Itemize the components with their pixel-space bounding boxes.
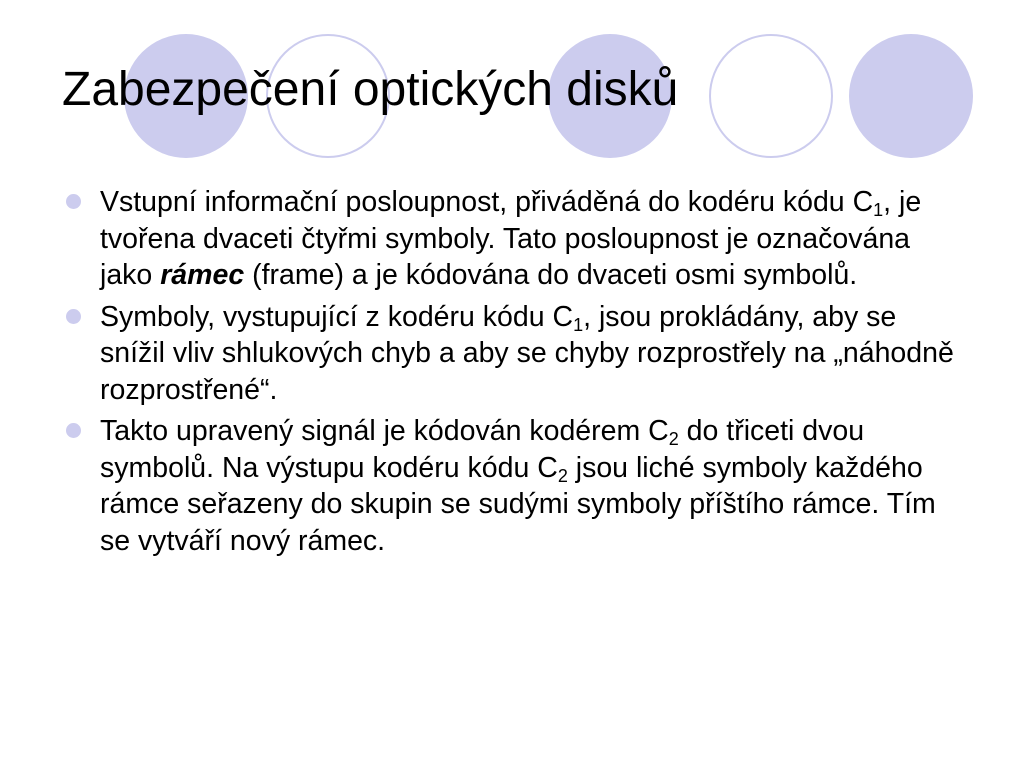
bullet-item-1	[66, 184, 966, 294]
bullet-dot-icon	[66, 309, 81, 324]
bullet-3-text-c: jsou liché symboly každého rámce seřazeny do skupin se sudými symboly příštího rámce. Tím se vytváří nový rámec.	[100, 451, 936, 557]
decor-circle-filled-3	[849, 34, 973, 158]
bullet-1-text-c: (frame) a je kódována do dvaceti osmi symbolů.	[244, 259, 858, 291]
bullet-2-text-b: , jsou prokládány, aby se snížil vliv shlukových chyb a aby se chyby rozprostřely na „náhodně rozprostřené“.	[100, 300, 954, 406]
bullet-1-text-a: Vstupní informační posloupnost, přiváděná do kodéru kódu C	[100, 186, 874, 218]
bullet-dot-icon	[66, 423, 81, 438]
bullet-1-text-b: , je tvořena dvaceti čtyřmi symboly. Tato posloupnost je označována jako	[100, 186, 922, 291]
decor-circle-ring-2	[709, 34, 833, 158]
bullet-3-text-a: Takto upravený signál je kódován kodérem C	[100, 415, 669, 447]
bullet-list	[66, 184, 966, 564]
bullet-item-2	[66, 299, 966, 409]
bullet-item-3	[66, 413, 966, 559]
bullet-3-subscript-2: 2	[557, 465, 568, 486]
bullet-dot-icon	[66, 194, 81, 209]
bullet-1-emphasis: rámec	[160, 259, 245, 291]
bullet-2-text-a: Symboly, vystupující z kodéru kódu C	[100, 300, 574, 333]
slide-title: Zabezpečení optických disků	[62, 63, 679, 116]
bullet-1-subscript: 1	[873, 200, 884, 220]
bullet-2-subscript: 1	[573, 314, 584, 335]
bullet-3-text-b: do třiceti dvou symbolů. Na výstupu kodéru kódu C	[100, 415, 865, 484]
bullet-3-subscript-1: 2	[668, 429, 679, 449]
